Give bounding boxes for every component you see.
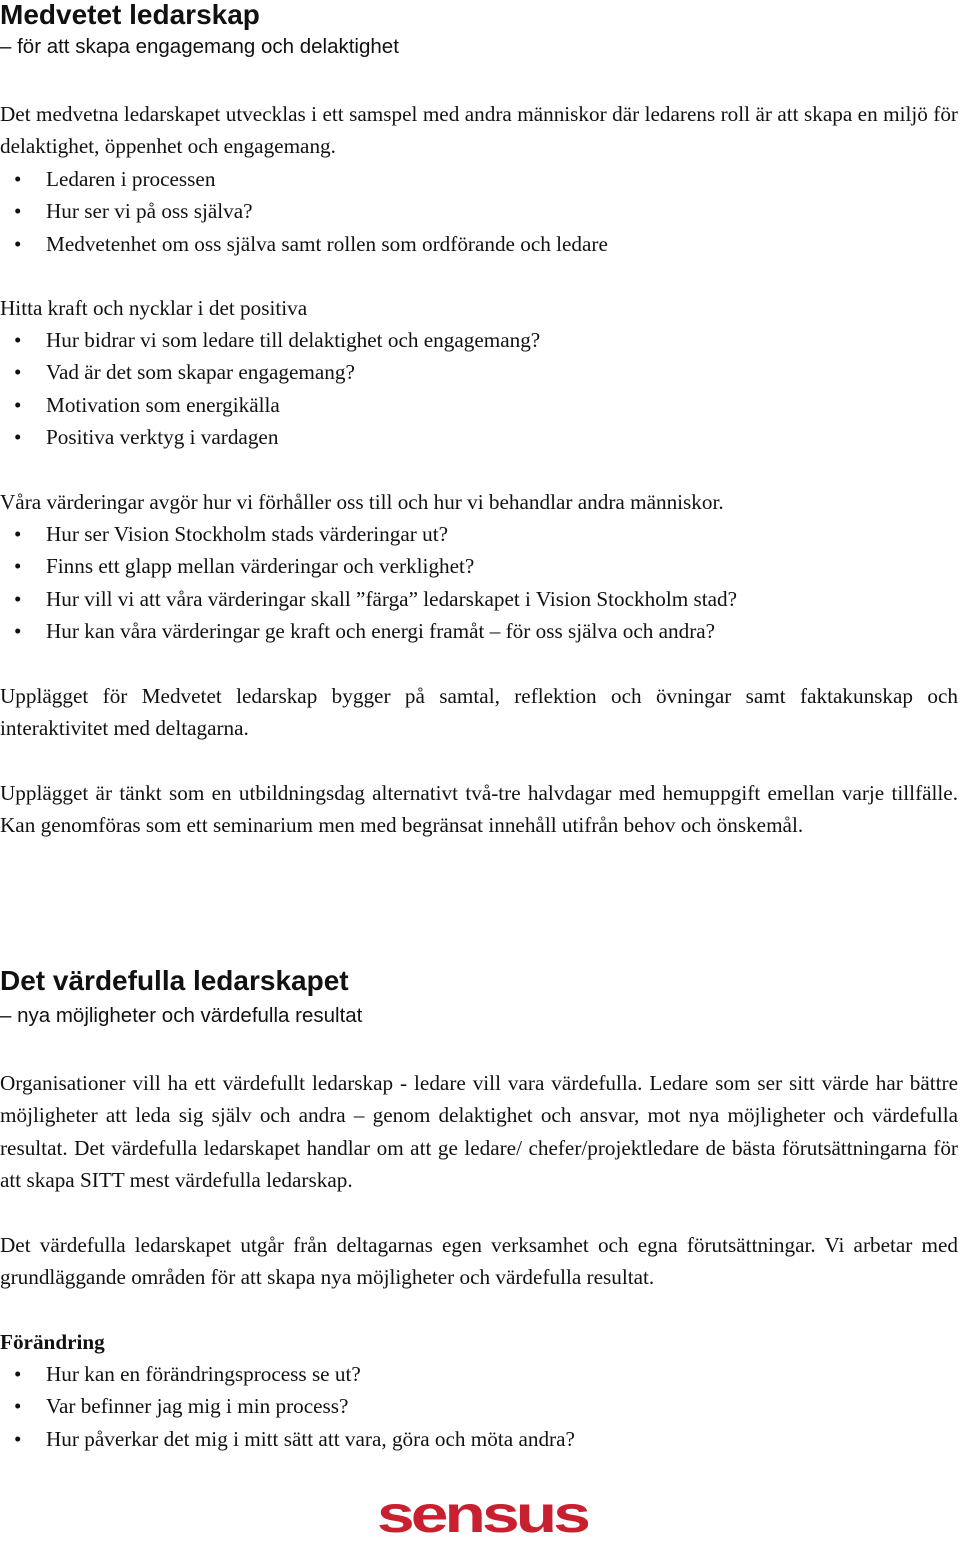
sensus-logo	[376, 1492, 588, 1540]
section1-intro: Det medvetna ledarskapet utvecklas i ett samspel med andra människor där ledarens roll är att skapa en miljö för delaktighet, öppenhet och engagemang.	[0, 102, 958, 159]
section2-para1: Organisationer vill ha ett värdefullt ledarskap - ledare vill vara värdefulla. Ledare som ser sitt värde har bättre möjligheter att leda sig själv och andra – genom delaktighet och ansvar, mot nya möjligheter och värdefulla resultat. Det värdefulla ledarskapet handlar om att ge ledare/ chefer/projektledare de bästa förutsättningarna för att skapa SITT mest värdefulla ledarskap.	[0, 1071, 958, 1192]
section2-subtitle: – nya möjligheter och värdefulla resultat	[0, 1004, 363, 1027]
list-item: • Motivation som energikälla	[14, 392, 280, 417]
section1-list2	[0, 324, 540, 453]
section1-list3	[0, 518, 737, 647]
section2-title: Det värdefulla ledarskapet	[0, 965, 349, 996]
svg-text:sensus: sensus	[377, 1492, 588, 1540]
list-item: • Vad är det som skapar engagemang?	[14, 360, 355, 385]
list-item: • Hur ser Vision Stockholm stads värderingar ut?	[14, 522, 449, 546]
list-item: • Hur ser vi på oss själva?	[14, 199, 253, 224]
section1-heading3: Våra värderingar avgör hur vi förhåller oss till och hur vi behandlar andra människor.	[0, 490, 724, 514]
section1-subtitle: – för att skapa engagemang och delaktighet	[0, 35, 399, 58]
section2-list	[0, 1358, 575, 1455]
list-item: • Ledaren i processen	[14, 167, 216, 191]
section2-para2: Det värdefulla ledarskapet utgår från deltagarnas egen verksamhet och egna förutsättningar. Vi arbetar med grundläggande områden för att skapa nya möjligheter och värdefulla resultat.	[0, 1233, 958, 1290]
section1-list1	[0, 163, 608, 260]
list-item: • Hur bidrar vi som ledare till delaktighet och engagemang?	[14, 328, 541, 352]
list-item: • Hur påverkar det mig i mitt sätt att vara, göra och möta andra?	[14, 1426, 575, 1451]
section1-heading2: Hitta kraft och nycklar i det positiva	[0, 296, 308, 320]
section1-para1: Upplägget för Medvetet ledarskap bygger på samtal, reflektion och övningar samt faktakunskap och interaktivitet med deltagarna.	[0, 684, 958, 741]
section1-title: Medvetet ledarskap	[0, 0, 260, 30]
section1-para2: Upplägget är tänkt som en utbildningsdag alternativt två-tre halvdagar med hemuppgift emellan varje tillfälle. Kan genomföras som ett seminarium men med begränsat innehåll utifrån behov och önskemål.	[0, 781, 958, 838]
list-item: • Hur vill vi att våra värderingar skall ”färga” ledarskapet i Vision Stockholm stad?	[14, 586, 738, 611]
list-item: • Hur kan våra värderingar ge kraft och energi framåt – för oss själva och andra?	[14, 618, 716, 643]
list-item: • Positiva verktyg i vardagen	[14, 424, 279, 449]
list-item: • Medvetenhet om oss själva samt rollen som ordförande och ledare	[14, 231, 608, 256]
list-item: • Hur kan en förändringsprocess se ut?	[14, 1362, 361, 1386]
section2-heading: Förändring	[0, 1330, 105, 1354]
list-item: • Finns ett glapp mellan värderingar och verklighet?	[14, 554, 475, 579]
list-item: • Var befinner jag mig i min process?	[14, 1394, 349, 1419]
